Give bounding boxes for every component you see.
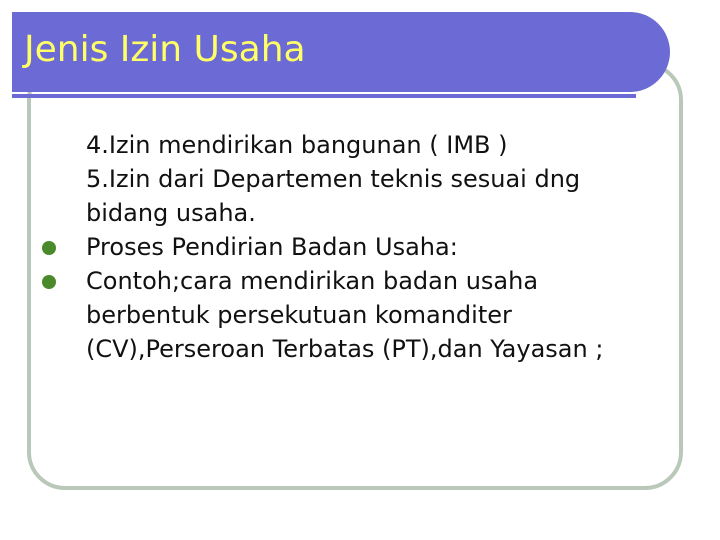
bullet-item [40,230,660,264]
bullet-icon [42,241,56,255]
bullet-item-text: Contoh;cara mendirikan badan usaha berbentuk persekutuan komanditer (CV),Perseroan Terbatas (PT),dan Yayasan ; [86,267,604,363]
bullet-item [40,264,660,366]
bullet-icon [42,275,56,289]
list-item [40,128,660,162]
list-item-text: 5.Izin dari Departemen teknis sesuai dng bidang usaha. [86,165,581,227]
slide-title: Jenis Izin Usaha [24,29,306,70]
list-item-text: 4.Izin mendirikan bangunan ( IMB ) [86,131,508,159]
slide-body [40,128,660,366]
title-underline [12,94,636,98]
bullet-item-text: Proses Pendirian Badan Usaha: [86,233,458,261]
list-item [40,162,660,230]
